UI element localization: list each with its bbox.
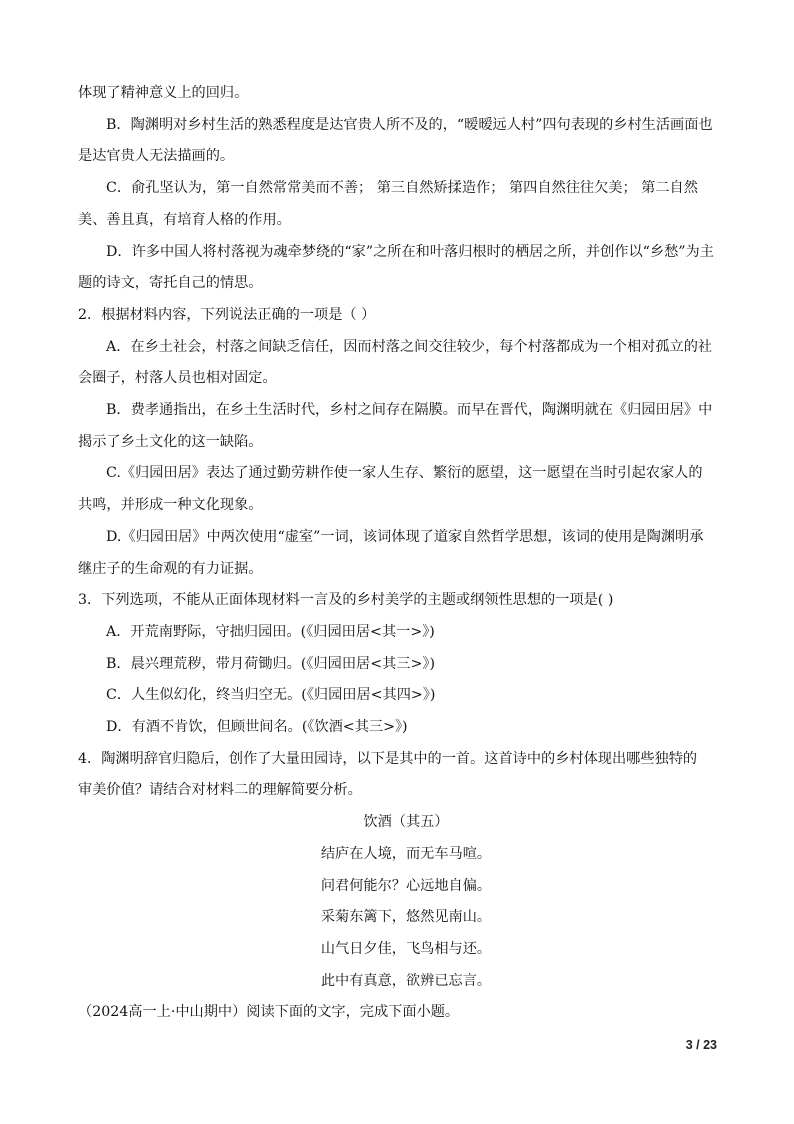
option-line: C．人生似幻化，终当归空无。(《归园田居<其四>》) [106, 687, 436, 704]
option-line: C.《归园田居》表达了通过勤劳耕作使一家人生存、繁衍的愿望，这一愿望在当时引起农家人的 [106, 465, 703, 482]
text-line: 揭示了乡土文化的这一缺陷。 [78, 433, 263, 450]
question-line: 4．陶渊明辞官归隐后，创作了大量田园诗，以下是其中的一首。这首诗中的乡村体现出哪些独特的 [78, 750, 698, 767]
text-line: 是达官贵人无法描画的。 [78, 148, 235, 165]
poem-line: 山气日夕佳，飞鸟相与还。 [320, 940, 492, 957]
poem-line: 此中有真意，欲辨已忘言。 [320, 972, 492, 989]
page-number: 3 / 23 [685, 1038, 717, 1052]
text-line: 审美价值？请结合对材料二的理解简要分析。 [78, 782, 362, 799]
poem-line: 问君何能尔？心远地自偏。 [320, 877, 492, 894]
option-line: B．晨兴理荒秽，带月荷锄归。(《归园田居<其三>》) [106, 655, 436, 672]
text-line: 美、善且真，有培育人格的作用。 [78, 211, 291, 228]
document-body [78, 78, 720, 1029]
text-line: 会圈子，村落人员也相对固定。 [78, 370, 277, 387]
option-line: B．费孝通指出，在乡土生活时代，乡村之间存在隔膜。而早在晋代，陶渊明就在《归园田居》中 [106, 402, 713, 419]
text-line: 共鸣，并形成一种文化现象。 [78, 497, 263, 514]
option-line: B．陶渊明对乡村生活的熟悉程度是达官贵人所不及的，“暧暧远人村”四句表现的乡村生活画面也 [106, 116, 713, 133]
question-line: 3．下列选项，不能从正面体现材料一言及的乡村美学的主题或纲领性思想的一项是( ) [78, 592, 614, 609]
section-intro: （2024高一上·中山期中）阅读下面的文字，完成下面小题。 [78, 1004, 460, 1021]
text-line: 体现了精神意义上的回归。 [78, 85, 249, 101]
poem-line: 结庐在人境，而无车马喧。 [320, 845, 492, 862]
option-line: D．许多中国人将村落视为魂牵梦绕的“家”之所在和叶落归根时的栖居之所，并创作以“乡愁”为主 [106, 243, 714, 260]
poem-title: 饮酒（其五） [363, 814, 449, 831]
option-line: C．俞孔坚认为，第一自然常常美而不善； 第三自然矫揉造作； 第四自然往往欠美； 第二自然 [106, 180, 698, 197]
option-line: D．有酒不肯饮，但顾世间名。(《饮酒<其三>》) [106, 719, 408, 736]
option-line: A．在乡土社会，村落之间缺乏信任，因而村落之间交往较少，每个村落都成为一个相对孤立的社 [106, 338, 713, 355]
option-line: D.《归园田居》中两次使用“虚室”一词，该词体现了道家自然哲学思想，该词的使用是陶渊明承 [106, 528, 704, 545]
option-line: A．开荒南野际，守拙归园田。(《归园田居<其一>》) [106, 623, 435, 640]
poem-line: 采菊东篱下，悠然见南山。 [320, 909, 492, 926]
text-line: 继庄子的生命观的有力证据。 [78, 560, 263, 577]
question-line: 2．根据材料内容，下列说法正确的一项是（ ） [78, 306, 376, 323]
text-line: 题的诗文，寄托自己的情思。 [78, 275, 263, 292]
